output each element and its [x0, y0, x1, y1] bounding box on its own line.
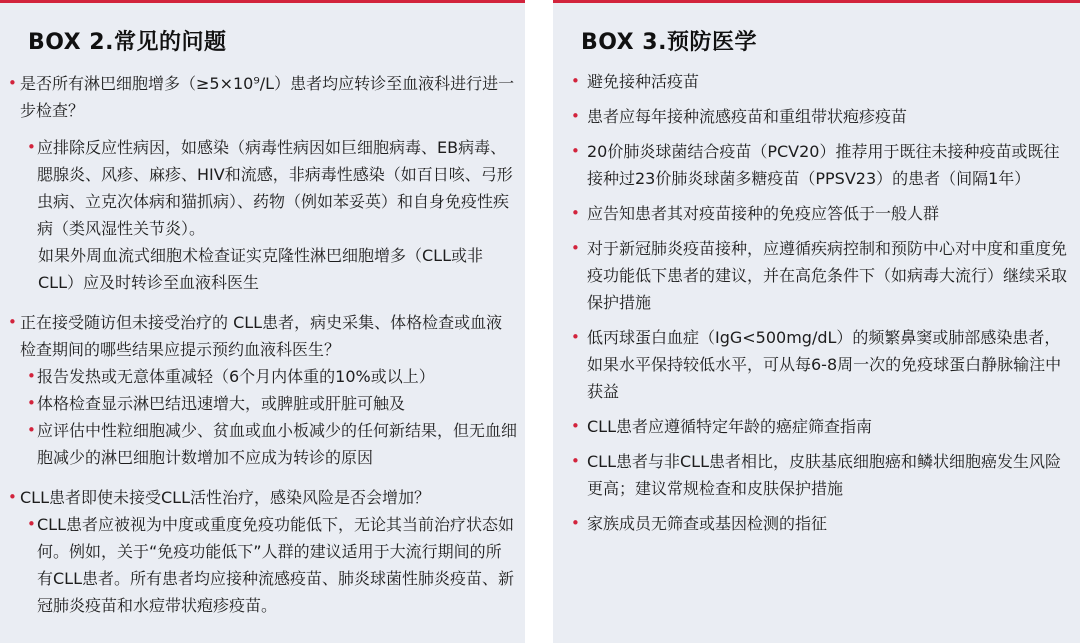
bullet-icon: •: [27, 394, 36, 412]
faq-answer: • CLL患者应被视为中度或重度免疫功能低下，无论其当前治疗状态如何。例如，关于“免疫功能低下”人群的建议适用于大流行期间的所有CLL患者。所有患者均应接种流感疫苗、肺炎球菌性肺炎疫苗、新冠肺炎疫苗和水痘带状疱疹疫苗。: [0, 511, 525, 619]
box3-panel: [553, 0, 1080, 643]
faq-answer: • 体格检查显示淋巴结迅速增大，或脾脏或肝脏可触及: [0, 390, 525, 417]
box2-content: [0, 70, 525, 632]
prevention-item: • 应告知患者其对疫苗接种的免疫应答低于一般人群: [553, 200, 1080, 227]
faq-answer-continuation: 如果外周血流式细胞术检查证实克隆性淋巴细胞增多（CLL或非CLL）应及时转诊至血液科医生: [38, 246, 484, 292]
faq-group: [0, 70, 525, 296]
bullet-icon: •: [571, 72, 580, 90]
box2-title: BOX 2.常见的问题: [28, 30, 227, 55]
prevention-item: • CLL患者与非CLL患者相比，皮肤基底细胞癌和鳞状细胞癌发生风险更高；建议常规检查和皮肤保护措施: [553, 448, 1080, 502]
bullet-icon: •: [571, 107, 580, 125]
bullet-icon: •: [27, 515, 36, 533]
bullet-icon: •: [571, 452, 580, 470]
bullet-icon: •: [8, 488, 17, 506]
prevention-item: • 对于新冠肺炎疫苗接种，应遵循疾病控制和预防中心对中度和重度免疫功能低下患者的建议，并在高危条件下（如病毒大流行）继续采取保护措施: [553, 235, 1080, 316]
bullet-icon: •: [27, 421, 36, 439]
prevention-item: • CLL患者应遵循特定年龄的癌症筛查指南: [553, 413, 1080, 440]
box3-content: [553, 68, 1080, 545]
bullet-icon: •: [571, 239, 580, 257]
faq-question: • CLL患者即使未接受CLL活性治疗，感染风险是否会增加？: [0, 484, 525, 511]
prevention-item: • 低丙球蛋白血症（IgG<500mg/dL）的频繁鼻窦或肺部感染患者，如果水平保持较低水平，可从每6-8周一次的免疫球蛋白静脉输注中获益: [553, 324, 1080, 405]
bullet-icon: •: [571, 142, 580, 160]
faq-group: [0, 309, 525, 471]
bullet-icon: •: [27, 138, 36, 156]
prevention-item: • 患者应每年接种流感疫苗和重组带状疱疹疫苗: [553, 103, 1080, 130]
box3-title: BOX 3.预防医学: [581, 30, 757, 55]
bullet-icon: •: [27, 367, 36, 385]
faq-answer: • 应评估中性粒细胞减少、贫血或血小板减少的任何新结果，但无血细胞减少的淋巴细胞计数增加不应成为转诊的原因: [0, 417, 525, 471]
faq-group: [0, 484, 525, 619]
faq-answer: • 报告发热或无意体重减轻（6个月内体重的10%或以上）: [0, 363, 525, 390]
faq-answer: • 应排除反应性病因，如感染（病毒性病因如巨细胞病毒、EB病毒、腮腺炎、风疹、麻疹、HIV和流感，非病毒性感染（如百日咳、弓形虫病、立克次体病和猫抓病）、药物（例如苯妥英）和自身免疫性疾病（类风湿性关节炎）。: [0, 134, 525, 242]
bullet-icon: •: [571, 328, 580, 346]
bullet-icon: •: [571, 514, 580, 532]
bullet-icon: •: [571, 204, 580, 222]
prevention-item: • 20价肺炎球菌结合疫苗（PCV20）推荐用于既往未接种疫苗或既往接种过23价肺炎球菌多糖疫苗（PPSV23）的患者（间隔1年）: [553, 138, 1080, 192]
prevention-item: • 避免接种活疫苗: [553, 68, 1080, 95]
box2-panel: [0, 0, 525, 643]
bullet-icon: •: [8, 74, 17, 92]
prevention-item: • 家族成员无筛查或基因检测的指征: [553, 510, 1080, 537]
faq-question: • 正在接受随访但未接受治疗的 CLL患者，病史采集、体格检查或血液检查期间的哪些结果应提示预约血液科医生？: [0, 309, 525, 363]
faq-question: • 是否所有淋巴细胞增多（≥5×10⁹/L）患者均应转诊至血液科进行进一步检查？: [0, 70, 525, 124]
bullet-icon: •: [8, 313, 17, 331]
bullet-icon: •: [571, 417, 580, 435]
